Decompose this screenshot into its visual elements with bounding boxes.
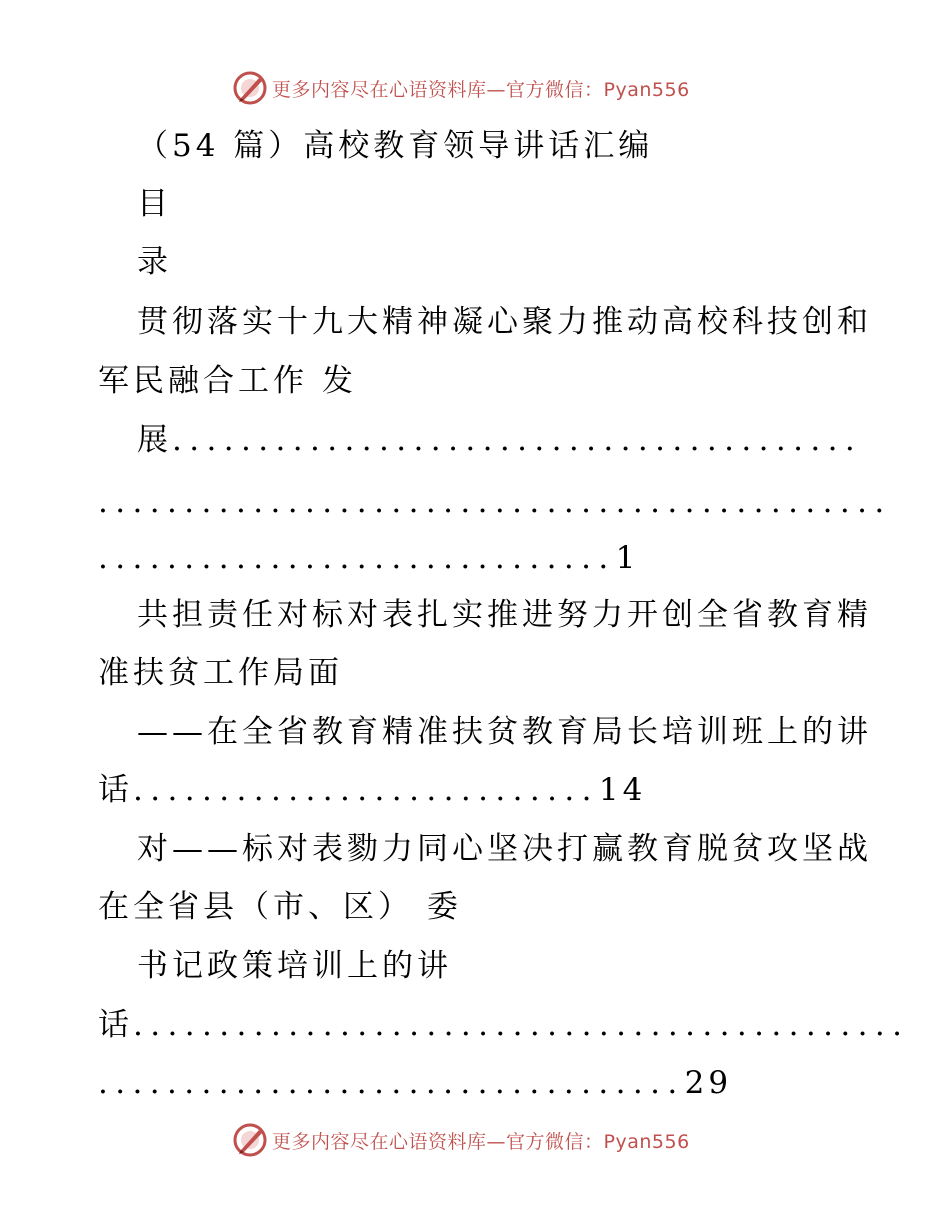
toc-entry-1-line-3 [137, 420, 862, 460]
toc-page-number: 29 [684, 1065, 733, 1101]
toc-entry-1-line-2: 军民融合工作 发 [98, 363, 357, 399]
toc-entry-3-line-2: 在全省县（市、区） 委 [98, 889, 462, 925]
toc-leader-dots: .................................. [98, 1065, 685, 1101]
toc-heading-1: 目 [137, 186, 172, 222]
watermark-text: 更多内容尽在心语资料库—官方微信：Pyan556 [272, 1130, 690, 1153]
toc-entry-2-line-3: ——在全省教育精准扶贫教育局长培训班上的讲 [137, 714, 872, 750]
toc-leader-dots: ........................................ [172, 422, 863, 458]
watermark-text: 更多内容尽在心语资料库—官方微信：Pyan556 [272, 78, 690, 101]
toc-entry-3-line-4 [98, 1005, 909, 1045]
toc-entry-3-line-1: 对——标对表勠力同心坚决打赢教育脱贫攻坚战 [137, 831, 872, 867]
document-title: （54 篇）高校教育领导讲话汇编 [137, 128, 654, 164]
pen-logo-icon [232, 70, 268, 106]
toc-entry-2-line-4 [98, 770, 646, 810]
toc-heading-2: 录 [137, 244, 172, 280]
toc-entry-1-last-line [98, 538, 639, 578]
toc-leader-dots: ........................... [133, 772, 599, 808]
toc-leader-dots: ............................................. [133, 1007, 910, 1043]
toc-entry-3-last-line [98, 1063, 732, 1103]
toc-entry-3-line-3: 书记政策培训上的讲 [137, 948, 452, 984]
toc-leader-dots: .............................. [98, 540, 616, 576]
toc-page-number: 1 [615, 540, 640, 576]
toc-entry-2-line-2: 准扶贫工作局面 [98, 655, 343, 691]
toc-entry-2-line-1: 共担责任对标对表扎实推进努力开创全省教育精 [137, 597, 872, 633]
toc-entry-1-text: 展 [137, 422, 172, 458]
toc-entry-3-text: 话 [98, 1007, 133, 1043]
toc-entry-1-line-1: 贯彻落实十九大精神凝心聚力推动高校科技创和 [137, 304, 872, 340]
toc-entry-2-text: 话 [98, 772, 133, 808]
toc-leader-dots: .............................................. [98, 484, 892, 520]
pen-logo-icon [232, 1122, 268, 1158]
header-watermark [0, 68, 950, 108]
footer-watermark [0, 1120, 950, 1160]
toc-page-number: 14 [598, 772, 647, 808]
